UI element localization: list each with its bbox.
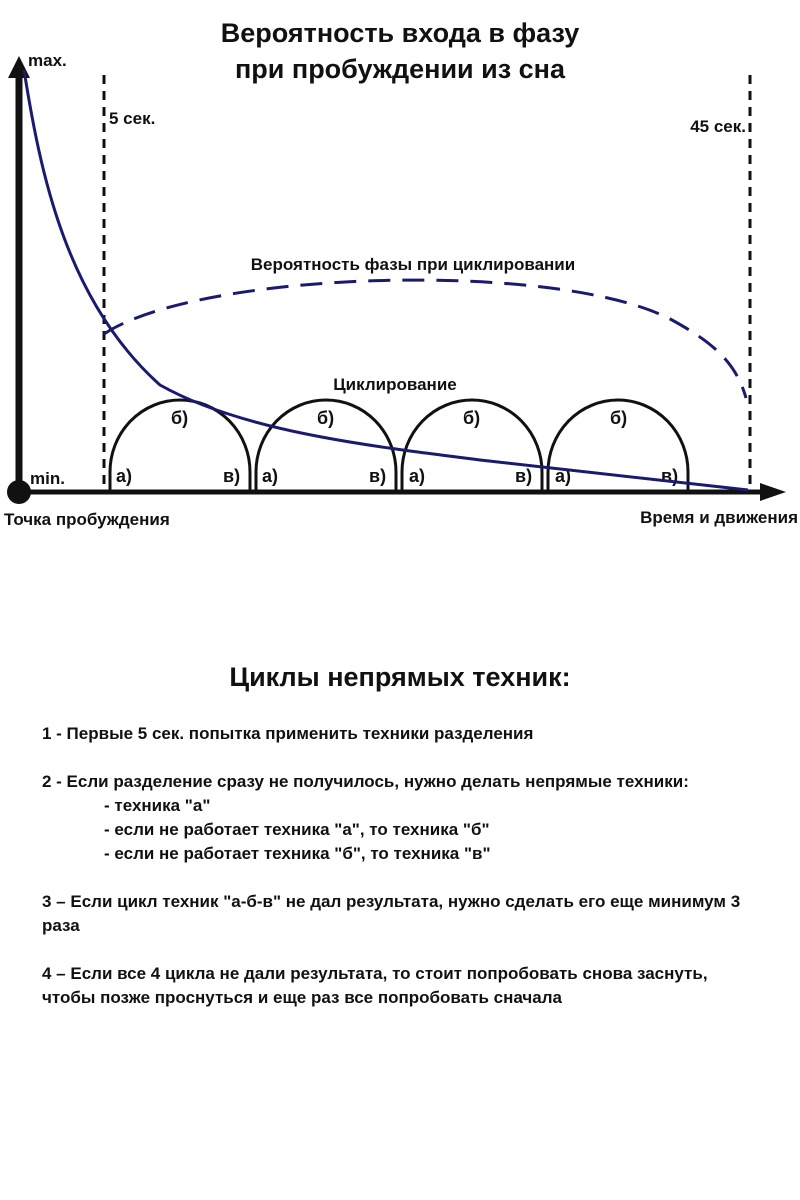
cycling-label: Циклирование (333, 375, 457, 394)
cycle-2-label-v: в) (369, 466, 387, 486)
marker-5s-label: 5 сек. (109, 109, 156, 128)
cycle-4-label-v: в) (661, 466, 679, 486)
cycle-3-label-b: б) (463, 408, 481, 428)
x-end-label: Время и движения (640, 508, 798, 527)
note-item-2-text: 2 - Если разделение сразу не получилось, нужно делать непрямые техники: (42, 772, 689, 791)
note-item-2-sub-1: - техника "а" (104, 796, 211, 815)
cycling-probability-label: Вероятность фазы при циклировании (250, 255, 576, 274)
marker-45s-label: 45 сек. (690, 117, 746, 136)
note-item-4: 4 – Если все 4 цикла не дали результата, то стоит попробовать снова заснуть, чтобы позже проснуться и еще раз все попробовать сначала (42, 964, 708, 1007)
cycle-4-label-a: а) (555, 466, 572, 486)
axis-min-label: min. (30, 469, 65, 488)
cycle-1-label-a: а) (116, 466, 133, 486)
cycle-3-label-a: а) (409, 466, 426, 486)
cycle-arcs (110, 400, 688, 492)
cycle-1-label-v: в) (223, 466, 241, 486)
cycle-3-label-v: в) (515, 466, 533, 486)
axis-max-label: max. (28, 51, 67, 70)
cycle-2-label-a: а) (262, 466, 279, 486)
x-axis-arrow (760, 483, 786, 501)
note-item-3: 3 – Если цикл техник "а-б-в" не дал результата, нужно сделать его еще минимум 3 раза (42, 892, 741, 935)
diagram-title-line2: при пробуждении из сна (234, 54, 566, 84)
diagram-title-line1: Вероятность входа в фазу (220, 18, 580, 48)
technique-cycles-notes (0, 660, 800, 1034)
note-item-1: 1 - Первые 5 сек. попытка применить техники разделения (42, 724, 534, 743)
cycle-2-label-b: б) (317, 408, 335, 428)
note-item-2-sub-2: - если не работает техника "а", то техника "б" (104, 820, 490, 839)
notes-title: Циклы непрямых техник: (229, 662, 571, 692)
note-item-2 (42, 770, 762, 866)
phase-probability-diagram (0, 0, 800, 560)
y-axis-arrow (8, 56, 30, 78)
x-start-label: Точка пробуждения (4, 510, 170, 529)
note-item-2-sub-3: - если не работает техника "б", то техника "в" (104, 844, 491, 863)
cycle-1-label-b: б) (171, 408, 189, 428)
cycle-4-label-b: б) (610, 408, 628, 428)
wake-point-dot (7, 480, 31, 504)
